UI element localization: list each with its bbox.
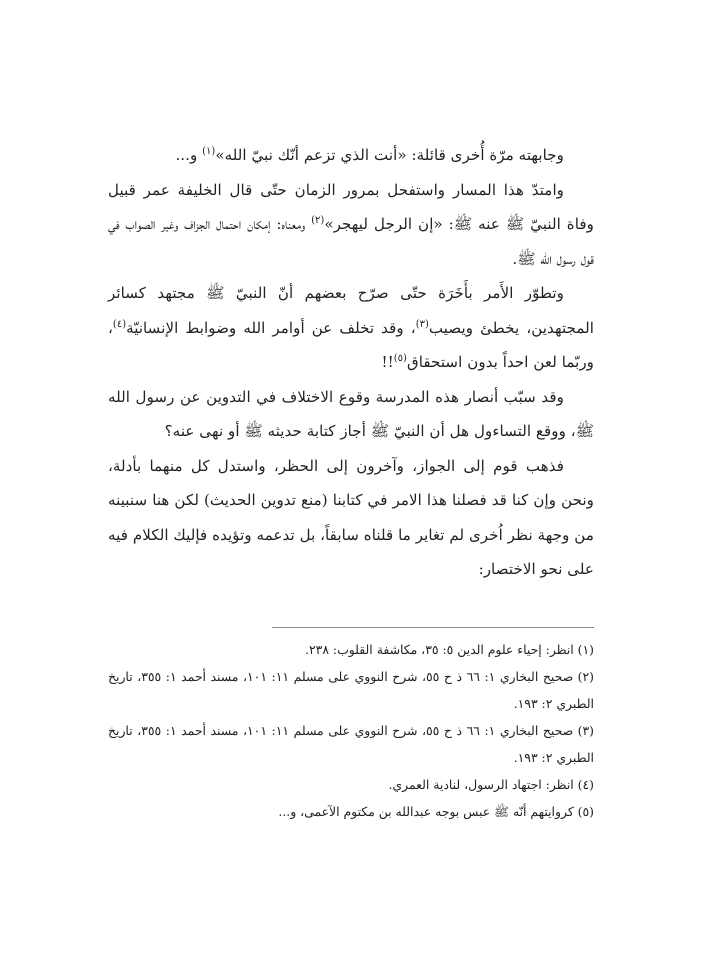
paragraph-5 [108, 449, 594, 587]
paragraph-text: ، وقد تخلف عن أوامر الله وضوابط الإنسانيّة [126, 318, 416, 337]
paragraph-text: ومعناه: إمكان احتمال الجزاف وغير الصواب في قول رسول الله ﷺ. [108, 215, 594, 268]
footnote-1: (١) انظر: إحياء علوم الدين ٥: ٣٥، مكاشفة القلوب: ٢٣٨. [305, 642, 594, 657]
footnote-3: (٣) صحيح البخاري ١: ٦٦ ذ ح ٥٥، شرح النووي على مسلم ١١: ١٠١، مسند أحمد ١: ٣٥٥، تاريخ الطبري ٢: ١٩٣. [108, 723, 594, 765]
paragraph-text: !! [381, 353, 394, 371]
paragraph-3 [108, 276, 594, 380]
footnote-ref-2: (٢) [311, 214, 325, 226]
paragraph-2 [108, 173, 594, 277]
footnote-ref-5: (٥) [393, 352, 407, 364]
paragraph-text: فذهب قوم إلى الجواز، وآخرون إلى الحظر، واستدل كل منهما بأدلة، ونحن وإن كنا قد فصلنا هذا الامر في كتابنا (منع تدوين الحديث) لكن هنا سنبينه من وجهة نظر اُخرى لم تغاير ما قلناه سابقاً، بل تدعمه وتؤيده فإليك الكلام فيه على نحو الاختصار: [108, 456, 594, 578]
paragraph-text: وقد سبّب أنصار هذه المدرسة وقوع الاختلاف في التدوين عن رسول الله ﷺ، ووقع التساءول هل أن النبيّ ﷺ أجاز كتابة حديثه ﷺ أو نهى عنه؟ [108, 387, 594, 440]
footnote-divider [272, 627, 594, 628]
footnotes [108, 636, 594, 825]
paragraph-text: وتطوّر الأَمر بأَخَرَة حتّى صرّح بعضهم أنّ النبيّ ﷺ مجتهد كسائر المجتهدين، يخطئ ويصيب [108, 284, 594, 337]
paragraph-text: وامتدّ هذا المسار واستفحل بمرور الزمان حتّى قال الخليفة عمر قبيل وفاة النبيّ ﷺ عنه ﷺ: «إن الرجل ليهجر» [108, 180, 594, 233]
footnote-2: (٢) صحيح البخاري ١: ٦٦ ذ ح ٥٥، شرح النووي على مسلم ١١: ١٠١، مسند أحمد ١: ٣٥٥، تاريخ الطبري ٢: ١٩٣. [108, 669, 594, 711]
paragraph-4 [108, 380, 594, 449]
footnote-ref-1: (١) [202, 145, 216, 157]
paragraph-text: و... [175, 146, 203, 164]
paragraph-1 [108, 138, 594, 173]
body-text [108, 138, 594, 587]
footnote-4: (٤) انظر: اجتهاد الرسول، لنادية العمري. [388, 777, 594, 792]
paragraph-text: ، وربّما لعن احداً بدون استحقاق [108, 318, 594, 371]
paragraph-text: وجابهته مرّة أُخرى قائلة: «أنت الذي تزعم أنّك نبيّ الله» [215, 146, 564, 164]
footnote-5: (٥) كروايتهم أنّه ﷺ عبس بوجه عبدالله بن مكتوم الآعمى، و... [278, 804, 594, 819]
footnote-ref-4: (٤) [112, 318, 127, 330]
footnote-ref-3: (٣) [415, 318, 429, 330]
